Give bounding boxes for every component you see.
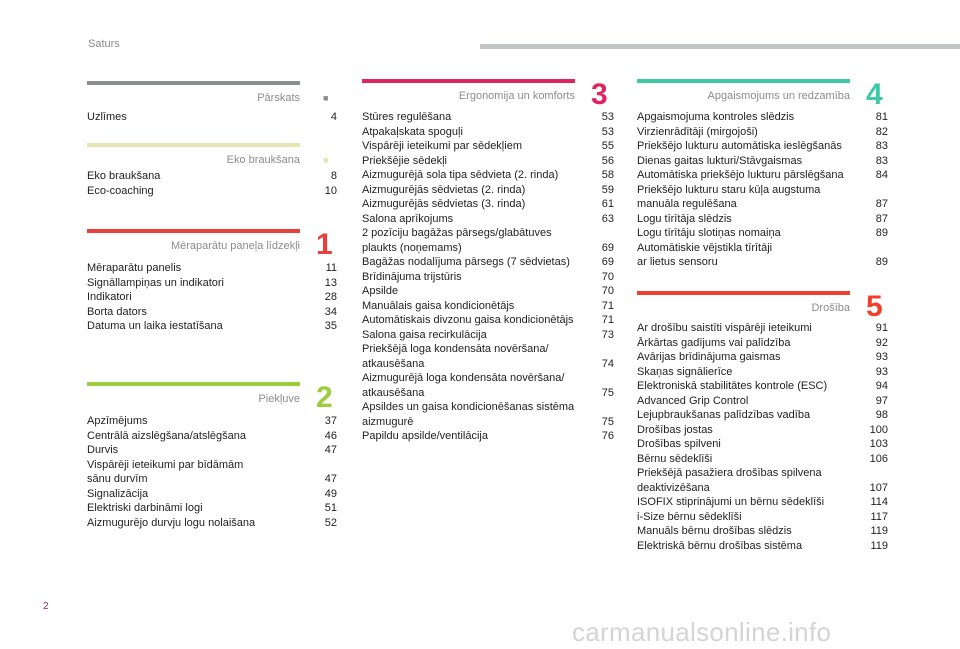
section-bar	[637, 79, 850, 83]
entry-title: Automātiskie vējstikla tīrītāji ar lietus sensoru	[637, 241, 773, 268]
toc-entry[interactable]	[637, 365, 888, 380]
page-number: 2	[43, 601, 49, 612]
section-bar	[87, 81, 300, 85]
entry-title: Apsilde	[362, 285, 399, 297]
entry-page: 13	[324, 276, 337, 289]
entry-page: 75	[601, 415, 614, 428]
entry-title: Aizmugurējā sola tipa sēdvieta (2. rinda)	[362, 169, 559, 181]
entry-title: Dienas gaitas lukturi/Stāvgaismas	[637, 154, 803, 167]
entry-page: 114	[870, 496, 888, 508]
toc-entry[interactable]	[87, 429, 337, 444]
entry-title: Uzlīmes	[87, 111, 127, 123]
toc-entry[interactable]	[637, 139, 888, 154]
toc-entry[interactable]	[637, 226, 888, 241]
entry-page: 89	[875, 227, 888, 239]
entry-title: Priekšējā pasažiera drošības spilvena deaktivizēšana	[637, 467, 822, 494]
toc-entry[interactable]	[637, 539, 888, 554]
entry-page: 119	[870, 539, 888, 552]
toc-entry[interactable]	[87, 305, 337, 320]
toc-entry[interactable]	[362, 183, 614, 198]
entry-page: 4	[330, 111, 337, 123]
entry-title: 2 pozīciju bagāžas pārsegs/glabātuves plaukts (noņemams)	[362, 227, 552, 254]
entry-page: 49	[324, 487, 337, 500]
entry-title: ISOFIX stiprinājumi un bērnu sēdeklīši	[637, 496, 825, 508]
toc-entry[interactable]	[637, 437, 888, 452]
toc-entry[interactable]	[362, 125, 614, 140]
entry-title: Elektriskā bērnu drošības sistēma	[637, 539, 803, 552]
entry-title: Papildu apsilde/ventilācija	[362, 430, 488, 442]
entry-page: 103	[869, 438, 888, 450]
section-title: Ergonomija un komforts	[458, 90, 575, 102]
toc-entry[interactable]	[362, 270, 614, 285]
entry-page: 58	[601, 169, 614, 181]
section-marker: 2	[316, 381, 333, 414]
toc-entry[interactable]	[637, 168, 888, 183]
entry-page: 94	[875, 380, 888, 392]
entry-title: Priekšējā loga kondensāta novēršana/ atkausēšana	[362, 343, 549, 370]
entry-title: Priekšējie sēdekļi	[362, 154, 447, 167]
toc-entry[interactable]	[637, 321, 888, 336]
entry-title: Salona gaisa recirkulācija	[362, 328, 487, 341]
toc-entry[interactable]	[362, 284, 614, 299]
toc-entry[interactable]	[87, 501, 337, 516]
toc-entry[interactable]	[637, 212, 888, 227]
entry-page: 107	[869, 481, 888, 494]
toc-entry[interactable]	[362, 226, 614, 255]
entry-page: 106	[869, 452, 888, 465]
toc-entry[interactable]	[637, 452, 888, 467]
entry-page: 83	[875, 140, 888, 152]
entry-title: Ārkārtas gadījums vai palīdzība	[637, 336, 791, 349]
toc-entry[interactable]	[87, 184, 337, 199]
section-marker: 4	[866, 78, 883, 111]
entry-title: Automātiska priekšējo lukturu pārslēgšana	[637, 169, 844, 181]
section-marker: 5	[866, 290, 883, 323]
entry-list	[637, 321, 888, 553]
entry-title: Bagāžas nodalījuma pārsegs (7 sēdvietas)	[362, 256, 570, 268]
entry-page: 117	[870, 510, 888, 523]
toc-entry[interactable]	[87, 169, 337, 184]
toc-entry[interactable]	[87, 290, 337, 305]
entry-title: Indikatori	[87, 291, 132, 303]
toc-entry[interactable]	[362, 139, 614, 154]
entry-page: 87	[875, 198, 888, 210]
section-bar	[87, 229, 300, 233]
entry-page: 83	[875, 154, 888, 167]
toc-entry[interactable]	[637, 510, 888, 525]
entry-page: 76	[601, 430, 614, 442]
entry-title: Durvis	[87, 444, 119, 456]
section-title: Apgaismojums un redzamība	[707, 90, 850, 102]
toc-entry[interactable]	[637, 423, 888, 438]
entry-page: 61	[601, 198, 614, 210]
entry-page: 70	[601, 285, 614, 297]
toc-entry[interactable]	[362, 328, 614, 343]
entry-title: Logu tīrītāju slotiņas nomaiņa	[637, 227, 781, 239]
toc-entry[interactable]	[362, 313, 614, 328]
toc-entry[interactable]	[362, 168, 614, 183]
entry-page: 89	[875, 256, 888, 268]
toc-entry[interactable]	[362, 110, 614, 125]
toc-entry[interactable]	[637, 125, 888, 140]
entry-title: Eco-coaching	[87, 184, 154, 197]
toc-entry[interactable]	[637, 524, 888, 539]
section-marker: 3	[591, 78, 608, 111]
entry-title: Lejupbraukšanas palīdzības vadība	[637, 409, 811, 421]
toc-entry[interactable]	[637, 154, 888, 169]
toc-entry[interactable]	[637, 336, 888, 351]
entry-title: Brīdinājuma trijstūris	[362, 270, 462, 283]
toc-entry[interactable]	[87, 516, 337, 531]
toc-entry[interactable]	[637, 466, 888, 495]
entry-title: Vispārēji ieteikumi par bīdāmām sānu durvīm	[87, 458, 244, 485]
entry-title: Apsildes un gaisa kondicionēšanas sistēma aizmugurē	[362, 401, 575, 428]
entry-title: Drošības spilveni	[637, 438, 721, 450]
entry-title: Priekšējo lukturu staru kūļa augstuma manuāla regulēšana	[637, 183, 821, 210]
toc-entry[interactable]	[362, 371, 614, 400]
entry-title: Skaņas signālierīce	[637, 365, 733, 378]
toc-entry[interactable]	[637, 350, 888, 365]
entry-list	[87, 169, 337, 198]
entry-title: Aizmugurējās sēdvietas (3. rinda)	[362, 198, 526, 210]
entry-title: Logu tīrītāja slēdzis	[637, 212, 732, 225]
page-title: Saturs	[88, 38, 120, 50]
toc-entry[interactable]	[87, 458, 337, 487]
entry-title: Apzīmējums	[87, 415, 148, 427]
entry-page: 55	[601, 140, 614, 152]
section-title: Mēraparātu paneļa līdzekļi	[170, 240, 300, 252]
toc-entry[interactable]	[362, 429, 614, 444]
toc-entry[interactable]	[362, 212, 614, 227]
entry-page: 47	[324, 473, 337, 485]
section-title: Piekļuve	[258, 393, 300, 405]
toc-entry[interactable]	[87, 261, 337, 276]
toc-entry[interactable]	[87, 110, 337, 125]
section-marker: ■	[323, 93, 329, 103]
entry-page: 71	[601, 314, 614, 326]
toc-entry[interactable]	[362, 299, 614, 314]
toc-entry[interactable]	[362, 342, 614, 371]
entry-page: 97	[875, 394, 888, 407]
entry-title: Drošības jostas	[637, 423, 713, 436]
entry-page: 93	[875, 351, 888, 363]
entry-page: 81	[875, 111, 888, 123]
toc-entry[interactable]	[637, 379, 888, 394]
entry-page: 100	[869, 423, 888, 436]
section-bar	[87, 143, 300, 147]
section-title: Eko braukšana	[226, 154, 300, 166]
toc-entry[interactable]	[87, 487, 337, 502]
entry-title: Centrālā aizslēgšana/atslēgšana	[87, 429, 246, 442]
entry-page: 74	[601, 357, 614, 370]
entry-title: Advanced Grip Control	[637, 394, 749, 407]
toc-entry[interactable]	[637, 394, 888, 409]
entry-list	[637, 110, 888, 270]
entry-page: 11	[325, 262, 337, 274]
entry-title: Aizmugurējās sēdvietas (2. rinda)	[362, 183, 526, 196]
entry-title: Atpakaļskata spoguļi	[362, 125, 463, 138]
toc-entry[interactable]	[362, 400, 614, 429]
toc-entry[interactable]	[362, 154, 614, 169]
toc-entry[interactable]	[637, 183, 888, 212]
entry-page: 84	[875, 169, 888, 181]
entry-page: 34	[324, 305, 337, 318]
entry-title: i-Size bērnu sēdeklīši	[637, 510, 742, 523]
toc-entry[interactable]	[87, 414, 337, 429]
watermark: carmanualsonline.info	[572, 617, 832, 647]
entry-page: 70	[601, 270, 614, 283]
section-title: Drošība	[811, 302, 850, 314]
toc-entry[interactable]	[637, 495, 888, 510]
entry-page: 59	[601, 183, 614, 196]
toc-entry[interactable]	[637, 241, 888, 270]
entry-title: Aizmugurējā loga kondensāta novēršana/ atkausēšana	[362, 372, 565, 399]
toc-entry[interactable]	[87, 319, 337, 334]
section-bar	[637, 291, 850, 295]
entry-title: Bērnu sēdeklīši	[637, 452, 713, 465]
entry-title: Manuāls bērnu drošības slēdzis	[637, 525, 792, 537]
entry-list	[87, 110, 337, 125]
entry-page: 98	[875, 409, 888, 421]
entry-title: Salona aprīkojums	[362, 212, 454, 225]
entry-page: 56	[601, 154, 614, 167]
entry-list	[87, 414, 337, 530]
toc-entry[interactable]	[637, 110, 888, 125]
entry-list	[362, 110, 614, 444]
entry-page: 63	[601, 212, 614, 225]
entry-page: 8	[330, 170, 337, 182]
entry-title: Aizmugurējo durvju logu nolaišana	[87, 516, 256, 529]
entry-page: 51	[324, 502, 337, 514]
entry-page: 82	[875, 125, 888, 138]
entry-page: 46	[324, 429, 337, 442]
entry-title: Mēraparātu panelis	[87, 262, 182, 274]
toc-entry[interactable]	[362, 255, 614, 270]
toc-entry[interactable]	[87, 443, 337, 458]
entry-title: Apgaismojuma kontroles slēdzis	[637, 111, 795, 123]
entry-title: Avārijas brīdinājuma gaismas	[637, 351, 781, 363]
toc-entry[interactable]	[637, 408, 888, 423]
entry-page: 93	[875, 365, 888, 378]
section-marker: ■	[323, 155, 329, 165]
section-title: Pārskats	[257, 92, 300, 104]
entry-title: Vispārēji ieteikumi par sēdekļiem	[362, 140, 522, 152]
entry-title: Manuālais gaisa kondicionētājs	[362, 299, 515, 312]
toc-entry[interactable]	[87, 276, 337, 291]
entry-page: 73	[601, 328, 614, 341]
entry-page: 69	[601, 241, 614, 254]
entry-title: Elektroniskā stabilitātes kontrole (ESC)	[637, 380, 828, 392]
section-bar	[87, 382, 300, 386]
entry-title: Priekšējo lukturu automātiska ieslēgšanās	[637, 140, 842, 152]
entry-title: Signalizācija	[87, 487, 149, 500]
entry-page: 75	[601, 386, 614, 399]
entry-title: Elektriski darbināmi logi	[87, 502, 203, 514]
entry-page: 69	[601, 256, 614, 268]
entry-page: 53	[601, 125, 614, 138]
entry-title: Ar drošību saistīti vispārēji ieteikumi	[637, 322, 812, 334]
entry-page: 53	[601, 111, 614, 123]
entry-title: Virzienrādītāji (mirgojoši)	[637, 125, 758, 138]
entry-page: 71	[601, 299, 614, 312]
entry-title: Borta dators	[87, 305, 147, 318]
entry-title: Stūres regulēšana	[362, 111, 452, 123]
entry-page: 47	[324, 444, 337, 456]
entry-page: 10	[324, 184, 337, 197]
entry-page: 37	[324, 415, 337, 427]
entry-page: 52	[324, 516, 337, 529]
entry-list	[87, 261, 337, 334]
section-bar	[362, 79, 575, 83]
entry-page: 91	[875, 322, 888, 334]
entry-page: 35	[324, 320, 337, 332]
entry-page: 119	[870, 525, 888, 537]
section-marker: 1	[316, 228, 333, 261]
entry-title: Signāllampiņas un indikatori	[87, 276, 224, 289]
entry-page: 28	[324, 291, 337, 303]
entry-title: Datuma un laika iestatīšana	[87, 320, 223, 332]
entry-page: 92	[875, 336, 888, 349]
entry-title: Automātiskais divzonu gaisa kondicionētājs	[362, 314, 574, 326]
entry-title: Eko braukšana	[87, 170, 161, 182]
toc-entry[interactable]	[362, 197, 614, 212]
entry-page: 87	[875, 212, 888, 225]
header-rule	[480, 44, 960, 49]
